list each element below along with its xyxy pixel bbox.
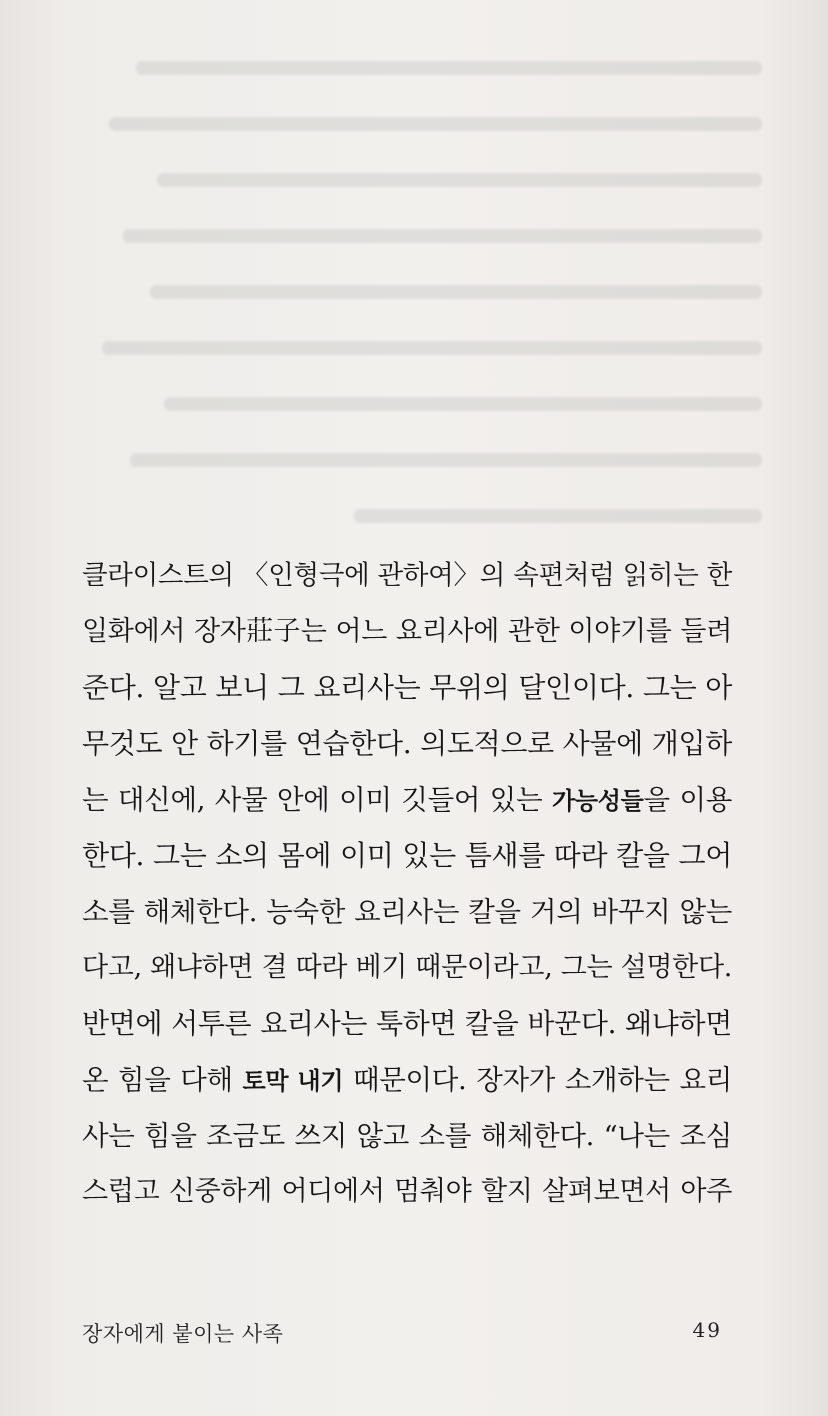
emphasized-text: 토막 내기 — [242, 1067, 344, 1095]
emphasized-text: 가능성들 — [551, 787, 644, 815]
text-segment: 는 대신에, 사물 안에 이미 깃들어 있는 — [82, 784, 552, 816]
text-segment: 때문이다. 장자가 소개하는 요리 — [343, 1064, 732, 1096]
text-segment: 한다. 그는 소의 몸에 이미 있는 틈새를 따라 칼을 그어 — [82, 839, 732, 872]
text-segment: 일화에서 장자莊子는 어느 요리사에 관한 이야기를 들려 — [82, 616, 732, 647]
page-number: 49 — [692, 1318, 722, 1342]
text-line — [82, 772, 732, 828]
text-segment: 온 힘을 다해 — [82, 1064, 243, 1096]
text-segment: 스럽고 신중하게 어디에서 멈춰야 할지 살펴보면서 아주 — [82, 1176, 732, 1207]
text-line — [82, 1108, 732, 1164]
text-line — [82, 660, 732, 716]
text-line — [82, 716, 732, 772]
text-line — [82, 1164, 732, 1220]
text-segment: 소를 해체한다. 능숙한 요리사는 칼을 거의 바꾸지 않는 — [82, 896, 732, 928]
text-line — [82, 996, 732, 1052]
text-segment: 반면에 서투른 요리사는 툭하면 칼을 바꾼다. 왜냐하면 — [82, 1007, 732, 1040]
text-segment: 무것도 안 하기를 연습한다. 의도적으로 사물에 개입하 — [82, 727, 732, 760]
text-line — [82, 604, 732, 660]
text-line — [82, 940, 732, 996]
text-segment: 사는 힘을 조금도 쓰지 않고 소를 해체한다. “나는 조심 — [82, 1120, 732, 1152]
text-line — [82, 828, 732, 884]
text-segment: 클라이스트의 〈인형극에 관하여〉의 속편처럼 읽히는 한 — [82, 560, 732, 591]
text-line — [82, 1052, 732, 1108]
text-segment: 다고, 왜냐하면 결 따라 베기 때문이라고, 그는 설명한다. — [82, 952, 733, 983]
body-paragraph — [82, 548, 732, 1220]
text-line — [82, 548, 732, 604]
text-line — [82, 884, 732, 940]
text-segment: 을 이용 — [643, 784, 732, 816]
running-footer-chapter-title: 장자에게 붙이는 사족 — [82, 1322, 284, 1346]
reverse-side-show-through — [82, 40, 762, 550]
text-segment: 준다. 알고 보니 그 요리사는 무위의 달인이다. 그는 아 — [82, 671, 732, 704]
